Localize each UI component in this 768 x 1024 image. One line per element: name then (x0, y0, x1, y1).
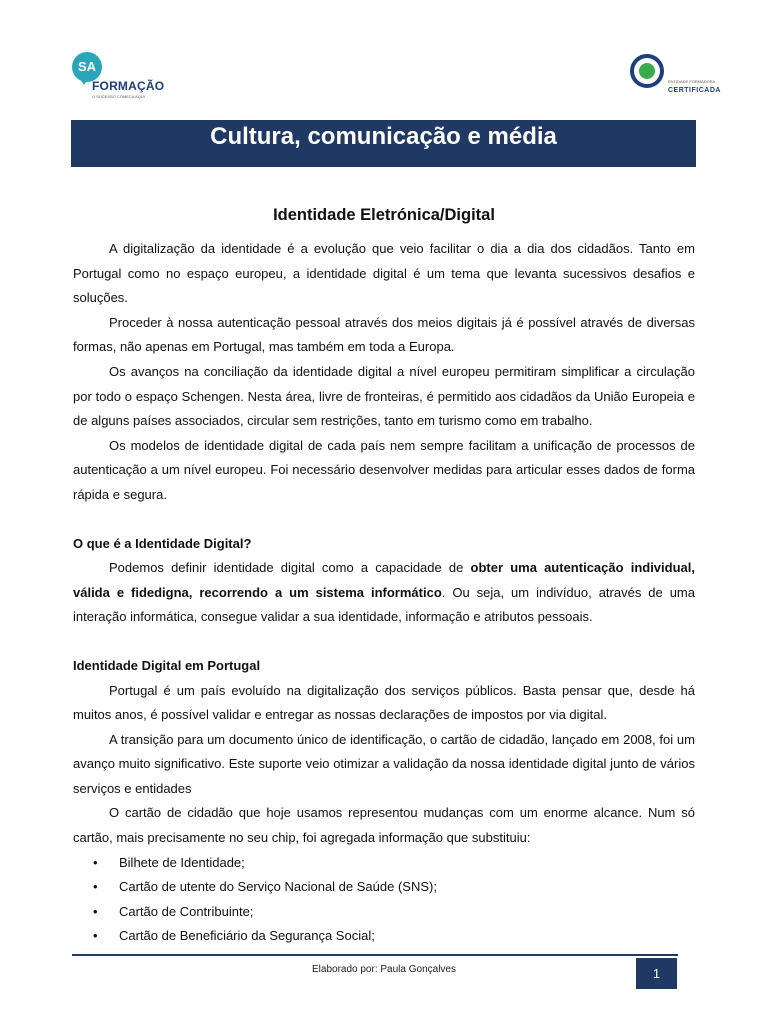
replaced-cards-list (73, 851, 695, 949)
portugal-paragraph: A transição para um documento único de identificação, o cartão de cidadão, lançado em 2008, foi um avanço muito significativo. Este suporte veio otimizar a validação da nossa identidade digital junto de vários serviços e entidades (73, 731, 695, 796)
section-heading: Identidade Digital em Portugal (73, 657, 261, 673)
intro-paragraph: A digitalização da identidade é a evolução que veio facilitar o dia a dia dos cidadãos. Tanto em Portugal como no espaço europeu, a identidade digital é um tema que levanta sucessivos desafios e soluções. (73, 241, 695, 306)
definition-paragraph (73, 556, 695, 630)
definition-text: . Ou seja, um indivíduo, através de uma interação informática, consegue validar a sua identidade, informação e atributos pessoais. (73, 584, 695, 625)
intro-paragraph: Os avanços na conciliação da identidade digital a nível europeu permitiram simplificar a circulação por todo o espaço Schengen. Nesta área, livre de fronteiras, é permitido aos cidadãos da União Europeia e de alguns países associados, circular sem restrições, tanto em turismo como em trabalho. (73, 363, 695, 429)
certification-dot-icon (639, 63, 655, 79)
intro-paragraph: Os modelos de identidade digital de cada país nem sempre facilitam a unificação de processos de autenticação a um nível europeu. Foi necessário desenvolver medidas para articular esses dados de forma rápida e segura. (73, 437, 695, 502)
certified-big-text: CERTIFICADA (668, 87, 721, 94)
document-title: Identidade Eletrónica/Digital (273, 206, 495, 224)
certified-entity-logo (630, 54, 721, 98)
list-item: • Cartão de Beneficiário da Segurança Social; (119, 924, 695, 949)
page-number: 1 (636, 958, 677, 989)
course-banner: Cultura, comunicação e média (71, 120, 696, 167)
list-item: • Cartão de Contribuinte; (119, 900, 695, 925)
section-heading: O que é a Identidade Digital? (73, 535, 252, 551)
portugal-paragraph: Portugal é um país evoluído na digitalização dos serviços públicos. Basta pensar que, desde há muitos anos, é possível validar e entregar as nossas declarações de impostos por via digital. (73, 682, 695, 723)
document-body (73, 203, 695, 949)
list-item: • Cartão de utente do Serviço Nacional de Saúde (SNS); (119, 875, 695, 900)
sa-formacao-logo (72, 52, 172, 102)
logo-brand-text: FORMAÇÃO (92, 79, 165, 93)
footer-divider (72, 954, 678, 956)
definition-emphasis: obter uma autenticação individual, válida e fidedigna, recorrendo a um sistema informático (73, 560, 695, 600)
definition-text: Podemos definir identidade digital como a capacidade de (109, 560, 471, 576)
intro-paragraph: Proceder à nossa autenticação pessoal através dos meios digitais já é possível através de diversas formas, não apenas em Portugal, mas também em toda a Europa. (73, 314, 695, 355)
portugal-paragraph: O cartão de cidadão que hoje usamos representou mudanças com um enorme alcance. Num só cartão, mais precisamente no seu chip, foi agregada informação que substituiu: (73, 805, 695, 846)
bubble-tail (78, 76, 90, 85)
speech-bubble-icon: SA (72, 52, 102, 82)
certified-small-text: ENTIDADE FORMADORA (668, 79, 716, 84)
footer-author: Elaborado por: Paula Gonçalves (312, 964, 456, 975)
list-item: • Bilhete de Identidade; (119, 851, 695, 876)
logo-tagline: O SUCESSO COMEÇA AQUI (92, 94, 145, 99)
